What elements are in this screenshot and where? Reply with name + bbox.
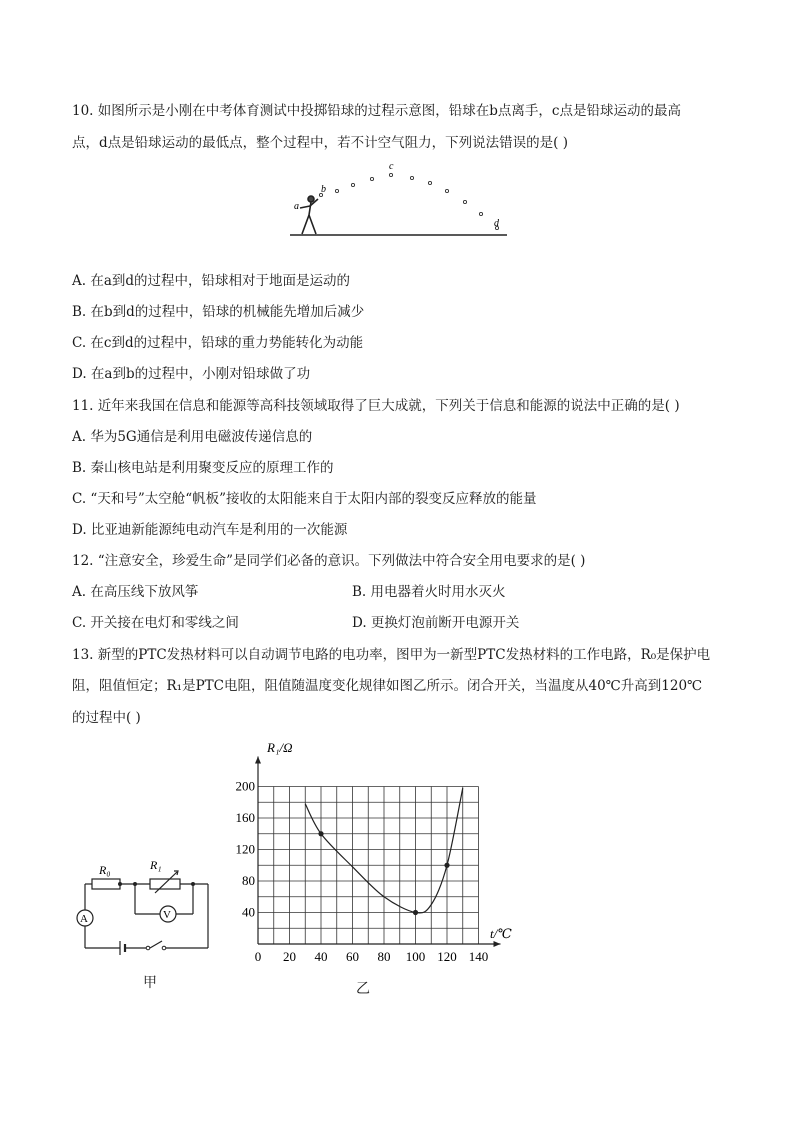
q11-option-a: A. 华为5G通信是利用电磁波传递信息的 bbox=[72, 429, 313, 445]
resistance-temperature-chart bbox=[235, 735, 525, 970]
graph-caption: 乙 bbox=[356, 981, 370, 997]
q12-stem: 12. “注意安全，珍爱生命”是同学们必备的意识。下列做法中符合安全用电要求的是( ) bbox=[72, 553, 586, 569]
circuit-caption: 甲 bbox=[143, 975, 157, 991]
q12-option-a: A. 在高压线下放风筝 bbox=[72, 584, 199, 600]
r0-resistor bbox=[92, 879, 120, 889]
q11-stem: 11. 近年来我国在信息和能源等高科技领域取得了巨大成就，下列关于信息和能源的说法中正确的是( ) bbox=[72, 398, 680, 414]
circuit-diagram bbox=[70, 852, 215, 962]
q13-stem-line1: 13. 新型的PTC发热材料可以自动调节电路的电功率，图甲为一新型PTC发热材料的工作电路，R₀是保护电 bbox=[72, 647, 711, 663]
label-c: c bbox=[389, 161, 394, 172]
q10-option-d: D. 在a到b的过程中，小刚对铅球做了功 bbox=[72, 366, 311, 382]
data-point bbox=[413, 910, 418, 915]
y-tick-label: 160 bbox=[235, 810, 255, 825]
label-a: a bbox=[294, 201, 299, 212]
q12-option-c: C. 开关接在电灯和零线之间 bbox=[72, 615, 239, 631]
y-axis-label: R₁/Ω bbox=[267, 740, 293, 755]
shot-put-figure bbox=[285, 158, 515, 242]
switch-lever bbox=[150, 941, 162, 948]
q13-stem-line3: 的过程中( ) bbox=[72, 710, 141, 726]
y-tick-label: 40 bbox=[242, 904, 255, 920]
athlete-figure bbox=[300, 196, 318, 234]
q10-option-a: A. 在a到d的过程中，铅球相对于地面是运动的 bbox=[72, 273, 351, 289]
chart-axes bbox=[255, 757, 501, 948]
label-b: b bbox=[321, 184, 326, 195]
y-tick-label: 120 bbox=[235, 841, 255, 857]
x-tick-label: 60 bbox=[346, 949, 359, 964]
x-tick-label: 120 bbox=[437, 949, 457, 964]
q10-option-b: B. 在b到d的过程中，铅球的机械能先增加后减少 bbox=[72, 304, 365, 320]
r1-label: R₁ bbox=[150, 858, 162, 872]
label-d: d bbox=[494, 218, 499, 229]
q12-option-b: B. 用电器着火时用水灭火 bbox=[352, 584, 506, 600]
x-tick-label: 100 bbox=[405, 949, 426, 964]
x-tick-label: 140 bbox=[468, 949, 489, 964]
x-tick-label: 20 bbox=[283, 949, 296, 964]
q13-stem-line2: 阻，阻值恒定；R₁是PTC电阻，阻值随温度变化规律如图乙所示。闭合开关，当温度从40℃升高到120℃ bbox=[72, 678, 703, 694]
data-point bbox=[318, 831, 323, 836]
data-point bbox=[444, 863, 449, 868]
q10-stem-line2: 点，d点是铅球运动的最低点，整个过程中，若不计空气阻力，下列说法错误的是( ) bbox=[72, 135, 568, 151]
q11-option-b: B. 秦山核电站是利用聚变反应的原理工作的 bbox=[72, 460, 334, 476]
q11-option-d: D. 比亚迪新能源纯电动汽车是利用的一次能源 bbox=[72, 522, 348, 538]
x-tick-label: 0 bbox=[254, 949, 262, 964]
x-tick-label: 40 bbox=[314, 949, 328, 964]
q10-stem-line1: 10. 如图所示是小刚在中考体育测试中投掷铅球的过程示意图，铅球在b点离手，c点是铅球运动的最高 bbox=[72, 103, 681, 119]
y-axis-arrow bbox=[255, 757, 261, 764]
q10-option-c: C. 在c到d的过程中，铅球的重力势能转化为动能 bbox=[72, 335, 364, 351]
voltmeter-label: V bbox=[163, 909, 171, 921]
x-tick-label: 80 bbox=[377, 949, 391, 964]
q12-option-d: D. 更换灯泡前断开电源开关 bbox=[352, 615, 520, 631]
y-tick-label: 80 bbox=[242, 873, 255, 888]
y-tick-label: 200 bbox=[235, 778, 255, 794]
q11-option-c: C. “天和号”太空舱“帆板”接收的太阳能来自于太阳内部的裂变反应释放的能量 bbox=[72, 491, 537, 507]
r0-label: R₀ bbox=[99, 863, 111, 877]
ammeter-label: A bbox=[80, 913, 88, 925]
x-axis-arrow bbox=[494, 941, 501, 947]
x-axis-label: t/℃ bbox=[490, 926, 512, 941]
